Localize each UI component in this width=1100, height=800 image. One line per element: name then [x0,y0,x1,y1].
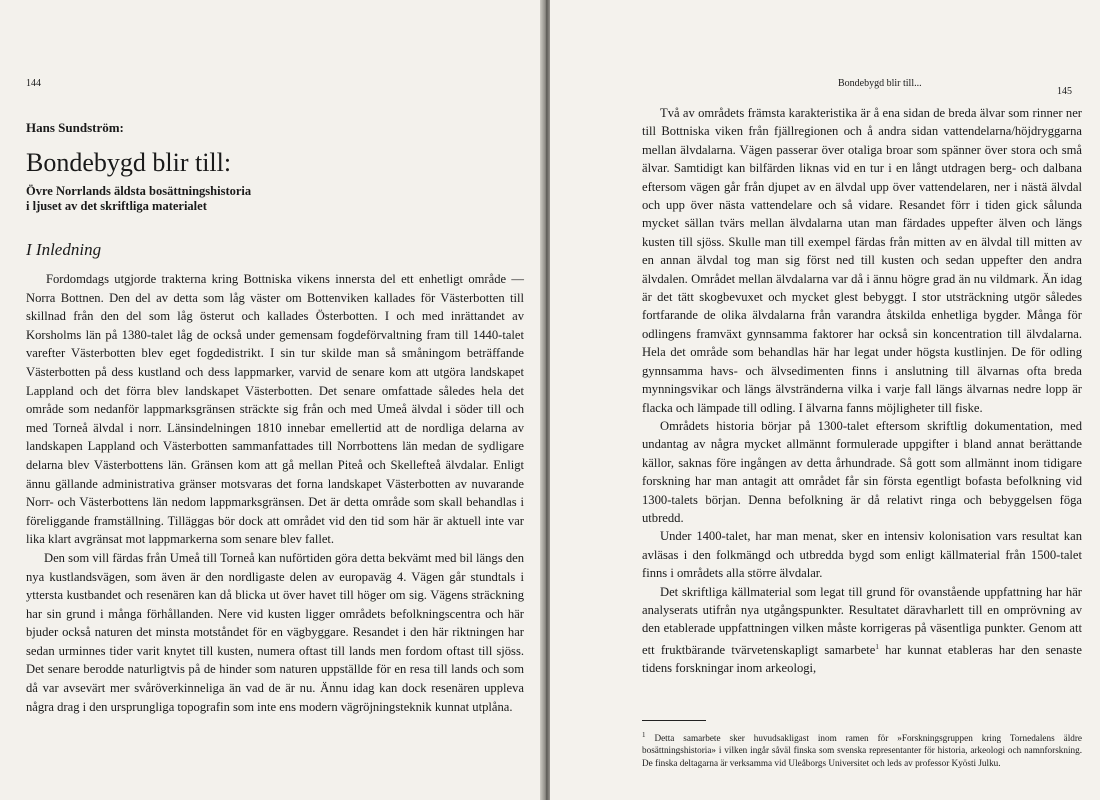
footnote-marker: 1 [642,730,646,739]
page-number-right: 145 [1057,86,1072,97]
section-heading: I Inledning [26,240,102,259]
chapter-title: Bondebygd blir till: [26,148,232,177]
paragraph [642,583,1082,678]
footnote-rule [642,720,706,721]
page-number-left: 144 [26,78,41,89]
running-head-title: Bondebygd blir till... [838,78,922,89]
subtitle-line-1: Övre Norrlands äldsta bosättningshistoria [26,184,252,198]
paragraph-text: har kunnat etableras har den senaste tidens forskningar inom arkeologi, [642,642,1082,676]
subtitle-line-2: i ljuset av det skriftliga materialet [26,199,207,213]
paragraph-text: Det skriftliga källmaterial som legat till grund för ovanstående uppfattning har här analyserats utifrån nya utgångspunkter. Resultatet däravharlett till en omprövning av den etablerade uppfattningen vilken måste korrigeras på väsentliga punkter. Genom att ett fruktbärande tvärvetenskapligt samarbete [642,584,1082,657]
paragraph: Den som vill färdas från Umeå till Torneå kan nuförtiden göra detta bekvämt med bil längs den nya kustlandsvägen, som även är den nordligaste delen av europaväg 4. Vägen går stundtals i yttersta kustbandet och resenären kan då blicka ut över havet till höger om sig. Vägens sträckning har sin grund i många förhållanden. Nere vid kusten ligger områdets befolkningscentra och här bjuder också naturen det minsta motståndet för en vägbyggare. Resandet i den här riktningen har sedan urminnes tider varit knytet till kusten, numera oftast till lands men fordom oftast till sjöss. Det senare berodde naturligtvis på de hinder som naturen uppställde för en resa till lands och som då var avsevärt mer svåröverkinneliga än vad de är nu. Ännu idag kan dock resenären uppleva några drag i den ursprungliga topografin som inte ens modern vägröjningsteknik kunnat utplåna. [26,550,524,714]
paragraph: Under 1400-talet, har man menat, sker en intensiv kolonisation vars resultat kan avläsas i den folkmängd och utbredda bygd som enligt källmaterial från 1500-talet finns i områdets alla större älvdalar. [642,529,1082,581]
left-page [0,0,542,800]
footnote [642,729,1082,770]
footnote-text: Detta samarbete sker huvudsakligast inom ramen för »Forskningsgruppen kring Tornedalens äldre bosättningshistoria» i vilken ingår såväl finska som svenska representanter för historia, arkeologi och namnforskning. De finska deltagarna är verksamma vid Uleåborgs Universitet och leds av professor Kyösti Julku. [642,732,1082,768]
paragraph: Två av områdets främsta karakteristika är å ena sidan de breda älvar som rinner ner till Bottniska viken från fjällregionen och å andra sidan vattendelarna/höjdryggarna mellan älvdalarna. Vägen passerar över otaliga broar som spänner över stora och små älvar. Samtidigt kan bilfärden liknas vid en tur i en långt utdragen berg- och dalbana eftersom vägen går från djupet av en älvdal upp över vattendelaren, ner i nästä älvdal och upp över nästa vattendelare och så vidare. Resandet förr i tiden gick sålunda mycket sällan tvärs mellan älvdalarna utan man färdades uppefter älven och längs kusten till sjöss. Skulle man till exempel färdas från mitten av en älvdal till mitten av en annan älvdal tog man sig först ned till kusten och sedan uppefter den andra älvdalen. Området mellan älvdalarna var då i ännu högre grad än nu vildmark. Än idag är det tätt skogbevuxet och mycket glest bebyggt. I stor utsträckning utgör således fortfarande de olika älvdalarna från varandra åtskilda enhetliga bygder. Många för odlingens framväxt gynnsamma faktorer har också sin koncentration till älvdalarna. Hela det område som behandlas här har legat under högsta kustlinjen. De för odling gynnsamma havs- och älvsedimenten finns i anslutning till älvarnas ofta breda mynningsvikar och längs älvstränderna vilka i varje fall längs älvarnas nedre lopp är flacka och lämpade till odling. I älvarna fanns möjligheter till fiske. [642,106,1082,415]
paragraph: Fordomdags utgjorde trakterna kring Bottniska vikens innersta del ett enhetligt område — Norra Bottnen. Den del av detta som låg väster om Bottenviken kallades för Västerbotten till skillnad från den del som låg österut och kallades Österbotten. I och med inrättandet av Korsholms län på 1380-talet låg de också under gemensam fogdeförvaltning fram till 1440-talet varefter Västerbotten blev eget fogdedistrikt. I sin tur skilde man så småningom beträffande Västerbotten på dess kustland och dess lappmarker, varvid de senare kom att utgöra landskapet Lappland och det förra blev landskapet Västerbotten. Det senare omfattade således hela det område som nedanför lappmarksgränsen sträckte sig från och med Umeå älvdal i söder till och med Torneå älvdal i norr. Länsindelningen 1810 innebar emellertid att de nordliga delarna av landskapen Lappland och Västerbotten sammanfattades till Norrbottens län medan de sydligare delarna blev Västerbottens län. Gränsen kom att gå mellan Piteå och Skellefteå älvdalar. Enligt ännu gällande administrativa gränser motsvaras det forna landskapet Västerbotten av nuvarande Norr- och Västerbottens län nedom lappmarksgränsen. Det är detta område som skall behandlas i föreliggande framställning. Tilläggas bör dock att området vid den tid som här är aktuell inte var lika klart avgränsat mot lappmarkerna som senare blev fallet. [26,272,524,547]
author-name: Hans Sundström: [26,120,124,135]
paragraph: Områdets historia börjar på 1300-talet eftersom skriftlig dokumentation, med undantag av några mycket allmännt formulerade uppgifter i bland annat berättande källor, saknas före ingången av detta århundrade. Så gott som allmännt inom tidigare forskning har man antagit att området får sin första egentligt bofasta befolkning vid 1300-talets början. Denna befolkning är då relativt ringa och bebyggelsen föga utbredd. [642,418,1082,525]
footnote-reference: 1 [875,642,879,651]
right-page-body [642,104,1082,678]
right-page [550,0,1100,800]
